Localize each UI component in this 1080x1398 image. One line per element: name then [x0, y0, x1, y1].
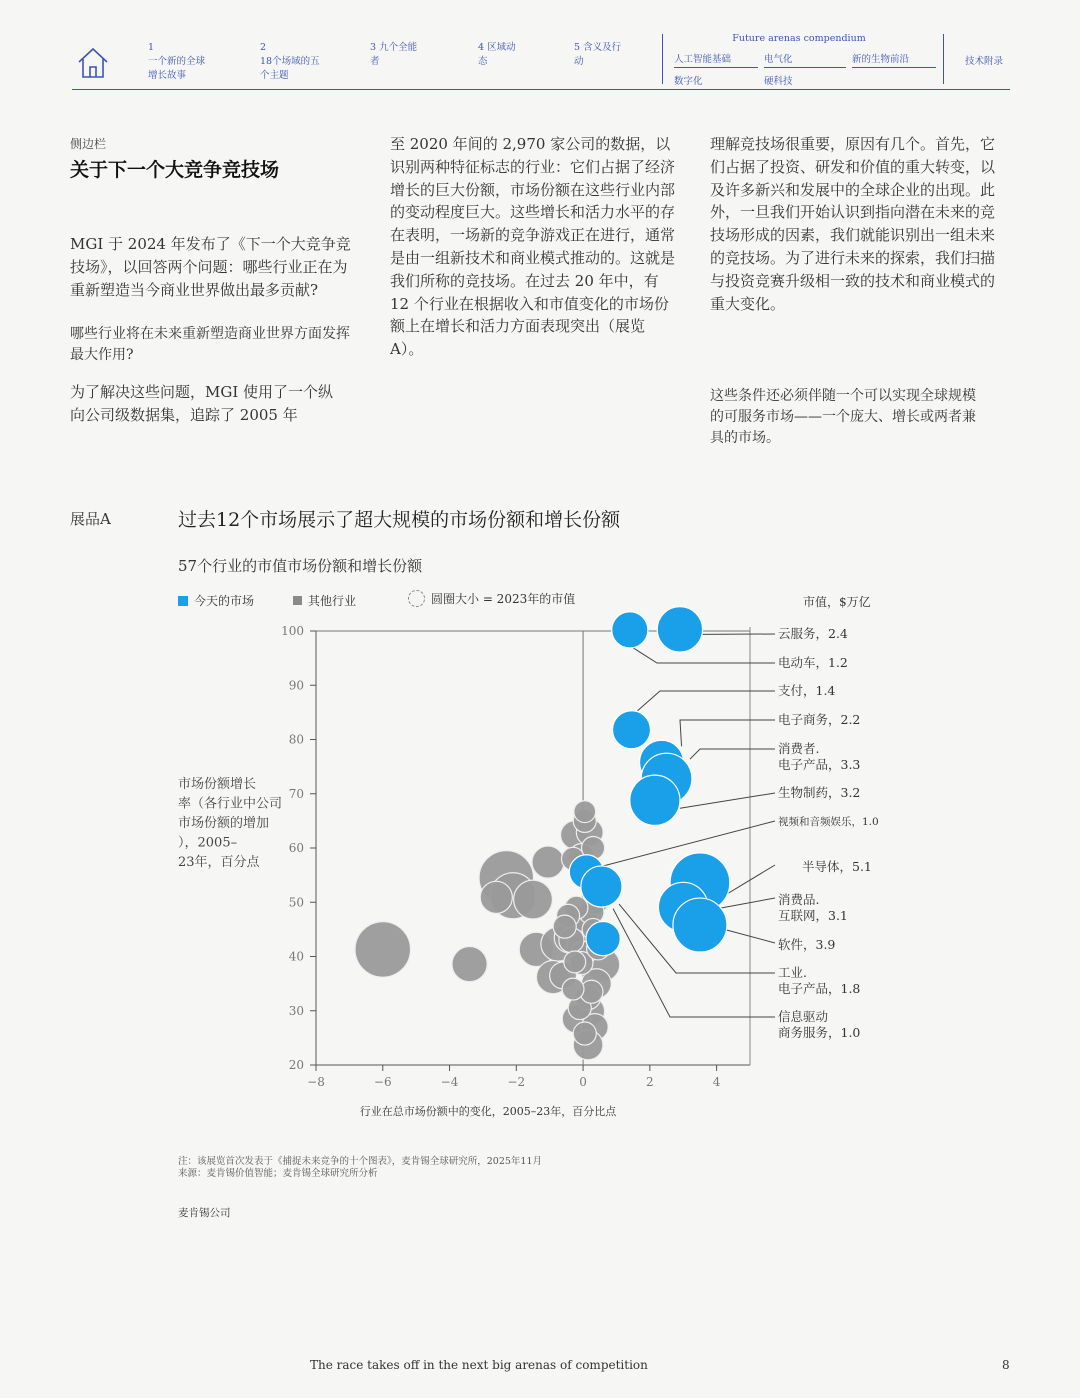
y-tick-label: 20 — [288, 1058, 304, 1072]
exhibit-title: 过去12个市场展示了超大规模的市场份额和增长份额 — [178, 509, 621, 531]
col1-paragraph-1: MGI 于 2024 年发布了《下一个大竞争竞技场》，以回答两个问题：哪些行业正在为重新塑造当今商业世界做出最多贡献? — [70, 235, 351, 299]
nav-chapter-3[interactable]: 3 九个全能者 — [370, 42, 418, 67]
other-industry-bubble — [480, 881, 512, 913]
other-industry-bubble — [562, 978, 584, 1000]
col2-paragraph-1: 至 2020 年间的 2,970 家公司的数据，以识别两种特征标志的行业：它们占据了经济增长的巨大份额，市场份额在这些行业内部的变动程度巨大。这些增长和活力水平的存在表明，一场新的竞争游戏正在进行，通常是由一组新技术和商业模式推动的。这就是我们所称的竞技场。在过去 20 年中，有 12 个行业在根据收入和市值变化的市场份额上在增长和活力方面表现突出（展览 A）。 — [390, 135, 676, 359]
arena-link-hardtech[interactable]: 硬科技 — [764, 76, 793, 87]
y-tick-label: 90 — [288, 678, 304, 693]
arena-bubble-支付 — [613, 711, 651, 749]
arena-bubble-电动车 — [612, 612, 648, 648]
callout-leader-line — [690, 749, 775, 759]
col1-paragraph-3: 为了解决这些问题，MGI 使用了一个纵向公司级数据集，追踪了 2005 年 — [70, 383, 334, 424]
sidebar-tag: 侧边栏 — [70, 137, 107, 151]
arena-link-electrification[interactable]: 电气化 — [764, 51, 846, 68]
arena-label: 支付，1.4 — [778, 683, 836, 698]
nav-chapter-2[interactable]: 2 18个场域的五个主题 — [260, 42, 320, 81]
arena-link-ai[interactable]: 人工智能基础 — [674, 51, 758, 68]
arena-label: 生物制药，3.2 — [778, 785, 861, 800]
x-tick-label: −2 — [507, 1075, 526, 1089]
arena-label: 工业. — [778, 965, 807, 980]
callout-leader-line — [680, 720, 775, 746]
brand-name: 麦肯锡公司 — [178, 1207, 231, 1219]
arena-label: 半导体，5.1 — [802, 859, 872, 874]
legend-other: 其他行业 — [293, 592, 356, 609]
arena-label: 信息驱动 — [778, 1009, 829, 1024]
arena-label: 云服务，2.4 — [778, 626, 848, 641]
nav-chapter-4[interactable]: 4 区域动态 — [478, 42, 516, 67]
x-tick-label: −4 — [440, 1075, 459, 1089]
arena-label: 电子商务，2.2 — [778, 712, 861, 727]
page-number: 8 — [1002, 1358, 1010, 1372]
callout-leader-line — [680, 793, 775, 808]
arena-label: 视频和音频娱乐，1.0 — [778, 816, 879, 828]
other-industry-bubble — [574, 801, 596, 823]
arena-label: 电动车，1.2 — [778, 655, 848, 670]
arena-bubble-生物制药 — [630, 775, 680, 825]
arena-link-digital[interactable]: 数字化 — [674, 76, 703, 87]
x-tick-label: −8 — [307, 1075, 325, 1089]
chart-subtitle: 57个行业的市值市场份额和增长份额 — [178, 557, 423, 575]
y-tick-label: 70 — [288, 786, 304, 801]
value-header: 市值，$万亿 — [803, 595, 871, 609]
arena-bubble-工业电子产品 — [581, 866, 622, 907]
other-industry-bubble — [452, 946, 487, 981]
callout-leader-line — [723, 929, 775, 943]
nav-appendix[interactable]: 技术附录 — [965, 56, 1004, 67]
arena-label: 互联网，3.1 — [778, 908, 848, 923]
x-axis-title: 行业在总市场份额中的变化，2005–23年，百分比点 — [359, 1105, 617, 1118]
col1-paragraph-2: 哪些行业将在未来重新塑造商业世界方面发挥最大作用? — [70, 326, 350, 363]
y-tick-label: 80 — [288, 732, 304, 747]
arena-label: 消费品. — [778, 892, 820, 907]
arena-bubble-云服务 — [657, 607, 702, 652]
legend-size: 圆圈大小 = 2023年的市值 — [408, 590, 575, 607]
callout-leader-line — [632, 647, 775, 663]
legend-today: 今天的市场 — [178, 592, 254, 609]
y-tick-label: 40 — [288, 949, 304, 964]
arena-label: 电子产品，1.8 — [778, 981, 861, 996]
y-tick-label: 60 — [288, 841, 304, 855]
callout-leader-line — [637, 691, 775, 711]
arena-bubble-软件 — [673, 898, 727, 952]
other-industry-bubble — [564, 951, 586, 973]
col3-paragraph-1: 理解竞技场很重要，原因有几个。首先，它们占据了投资、研发和价值的重大转变，以及许多新兴和发展中的全球企业的出现。此外，一旦我们开始认识到指向潜在未来的竞技场形成的因素，我们就能识别出一组未来的竞技场。为了进行未来的探索，我们扫描与投资竞赛升级相一致的技术和商业模式的重大变化。 — [710, 135, 996, 313]
sidebar-title: 关于下一个大竞争竞技场 — [70, 159, 280, 181]
arena-link-bio[interactable]: 新的生物前沿 — [852, 51, 936, 68]
other-industry-bubble — [573, 1022, 596, 1045]
x-tick-label: 0 — [579, 1075, 587, 1089]
arenas-compendium-title: Future arenas compendium — [732, 33, 866, 44]
y-tick-label: 30 — [288, 1003, 304, 1018]
other-industry-bubble — [514, 880, 553, 919]
arena-bubble-信息驱动商务服务 — [586, 921, 620, 955]
arena-label: 软件，3.9 — [778, 937, 836, 952]
y-tick-label: 50 — [288, 895, 304, 910]
other-industry-bubble — [532, 846, 564, 878]
other-industry-bubble — [355, 922, 410, 977]
nav-chapter-1[interactable]: 1 一个新的全球增长故事 — [148, 42, 206, 81]
col3-paragraph-2: 这些条件还必须伴随一个可以实现全球规模的可服务市场——一个庞大、增长或两者兼具的市场。 — [710, 388, 976, 446]
x-tick-label: −6 — [373, 1075, 392, 1089]
x-tick-label: 4 — [712, 1075, 721, 1089]
arena-label: 商务服务，1.0 — [778, 1025, 861, 1040]
footer-title: The race takes off in the next big arenas of competition — [310, 1358, 648, 1372]
x-tick-label: 2 — [646, 1075, 654, 1089]
exhibit-label: 展品A — [70, 510, 111, 528]
nav-chapter-5[interactable]: 5 含义及行动 — [574, 42, 622, 67]
chart-note: 注：该展览首次发表于《捕捉未来竞争的十个图表》，麦肯锡全球研究所，2025年11月 — [178, 1156, 543, 1167]
arena-label: 电子产品，3.3 — [778, 757, 861, 772]
chart-source: 来源：麦肯锡价值智能；麦肯锡全球研究所分析 — [178, 1168, 378, 1179]
arena-label: 消费者. — [778, 741, 820, 756]
y-axis-title: 市场份额增长率（各行业中公司市场份额的增加），2005– 23年，百分点 — [178, 777, 283, 870]
other-industry-bubble — [553, 915, 576, 938]
y-tick-label: 100 — [281, 624, 304, 638]
